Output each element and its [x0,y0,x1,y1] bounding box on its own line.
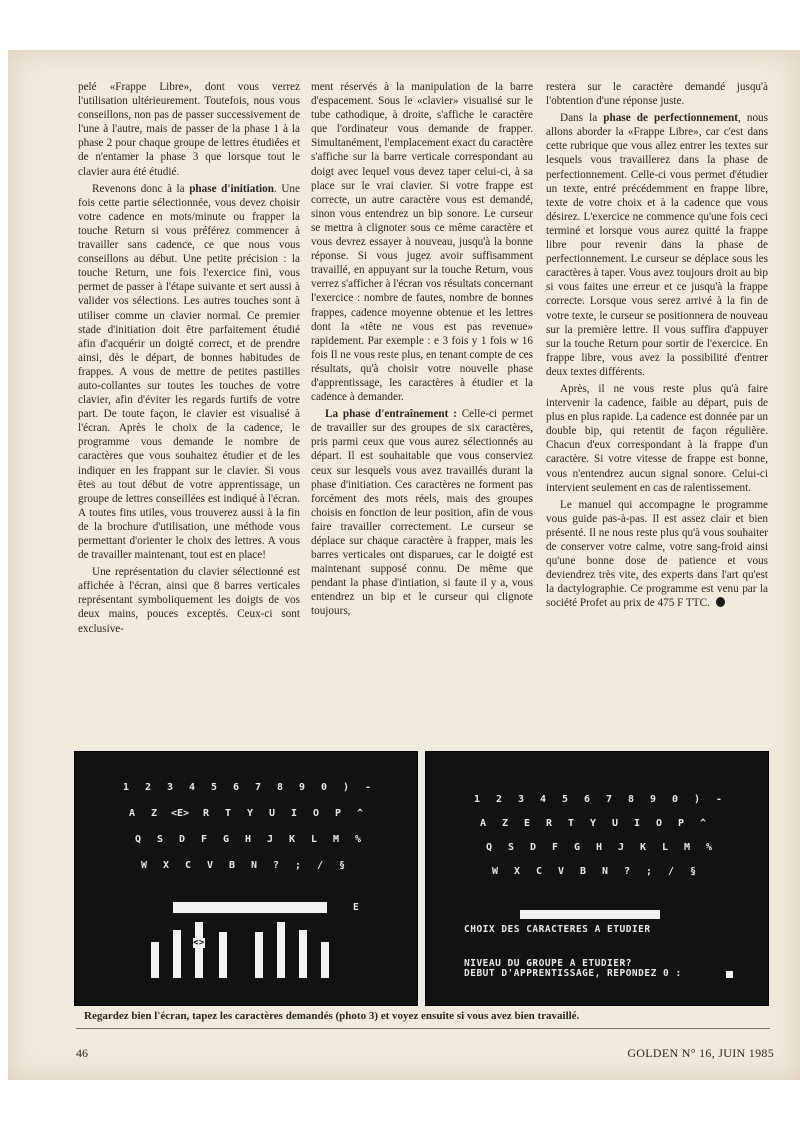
finger-bar [255,932,263,978]
key-label: M [332,834,340,845]
keyboard-row-1 [115,782,417,793]
key-label: G [573,842,581,853]
keyboard-row-1 [466,794,768,805]
key-label: X [513,866,521,877]
paragraph [546,111,768,379]
finger-bar [151,942,159,978]
paragraph: Une représentation du clavier sélectionné est affichée à l'écran, ainsi que 8 barres verticales représentant symboliquement les doigts de vos deux mains, pouces exceptés. Ceux-ci sont exclusive- [78,566,300,635]
keyboard-row-4 [133,860,417,871]
space-bar [520,910,660,919]
key-label: K [288,834,296,845]
key-label: I [290,808,298,819]
key-label: O [655,818,663,829]
key-label: H [595,842,603,853]
finger-bar [195,922,203,978]
bold-term: phase d'initiation [189,182,274,195]
screen-prompt: DEBUT D'APPRENTISSAGE, REPONDEZ 0 : [464,968,682,979]
text-cursor [726,971,733,978]
paragraph [311,407,533,618]
key-label: A [479,818,487,829]
key-label: % [354,834,362,845]
key-label: T [224,808,232,819]
key-label: S [507,842,515,853]
key-label: 1 [122,782,130,793]
key-label: X [162,860,170,871]
bold-term: phase de perfectionnement [603,112,738,125]
key-label: 8 [627,794,635,805]
key-label: ; [294,860,302,871]
key-label: 9 [298,782,306,793]
key-label: R [545,818,553,829]
key-label: ? [623,866,631,877]
key-label: 7 [254,782,262,793]
end-of-article-icon [716,597,725,607]
finger-bar [219,932,227,978]
paragraph: Après, il ne vous reste plus qu'à faire intervenir la cadence, faible au départ, puis de plus en plus rapide. La cadence est donnée par un double bip, qui retentit de façon régulière. Chacun d'eux correspondant à la frappe d'un caractère. Si votre vitesse de frappe est bonne, vous n'entendrez aucun signal sonore. Celui-ci intervient seulement en cas de ralentissement. [546,382,768,494]
finger-marker: <> [193,938,205,948]
text-column-1 [78,80,300,636]
keyboard-row-3 [478,842,768,853]
key-label: <E> [170,808,190,819]
key-label: - [715,794,723,805]
bold-term: La phase d'entraînement : [325,408,457,421]
key-label: Q [485,842,493,853]
key-label: ) [342,782,350,793]
key-label: C [535,866,543,877]
finger-bar [277,922,285,978]
key-label: 9 [649,794,657,805]
key-label: 4 [539,794,547,805]
key-label: 0 [320,782,328,793]
key-label: M [683,842,691,853]
keyboard-row-2 [121,808,417,819]
key-label: 7 [605,794,613,805]
screenshot-character-choice [425,751,769,1006]
text-run: Le manuel qui accompagne le programme vous guide pas-à-pas. Il est assez clair et bien présenté. Il ne nous reste plus qu'à vous souhaiter de conserver votre calme, votre sang-froid ainsi qu'une bonne dose de patience et vous deviendrez très vite, des experts dans l'art qu'est la dactylographie. Ce programme est venu par la société Profet au prix de 475 F TTC. [546,498,768,610]
key-label: U [268,808,276,819]
keyboard-row-3 [127,834,417,845]
text-run: Revenons donc à la [92,182,190,195]
screen-prompt: NIVEAU DU GROUPE A ETUDIER? [464,958,632,969]
key-label: 8 [276,782,284,793]
keyboard-row-4 [484,866,768,877]
issue-line: GOLDEN N° 16, JUIN 1985 [627,1046,774,1060]
key-label: S [156,834,164,845]
paragraph: ment réservés à la manipulation de la barre d'espacement. Sous le «clavier» visualisé sur le tube cathodique, à droite, s'affiche le caractère que l'ordinateur vous demande de frapper. Simultanément, l'emplacement exact du caractère s'affiche sur la barre verticale correspondant au doigt avec lequel vous devez taper celui-ci, à sa place sur le vrai clavier. Si votre frappe est correcte, un autre caractère vous est demandé, sinon vous entendrez un bip sonore. Le curseur se mettra à clignoter sous ce même caractère et vous devrez essayer à nouveau, jusqu'à la bonne réponse. Si vous jugez avoir suffisamment travaillé, en appuyant sur la touche Return, vous verrez s'afficher à l'écran vos résultats concernant l'exercice : nombre de fautes, nombre de bonnes frappes, cadence moyenne obtenue et les lettres dont la «tête ne vous est pas revenue» rapidement. Par exemple : e 3 fois y 1 fois w 16 fois Il ne vous reste plus, en tenant compte de ces résultats, qu'à choisir votre nouvelle phase d'apprentissage, les caractères à étudier et la cadence à demander. [311,81,533,404]
finger-bar [299,930,307,978]
key-label: L [310,834,318,845]
requested-character: E [353,902,360,913]
key-label: Z [150,808,158,819]
screenshot-initiation-phase [74,751,418,1006]
key-label: V [206,860,214,871]
paragraph [78,182,300,563]
key-label: C [184,860,192,871]
key-label: P [334,808,342,819]
key-label: G [222,834,230,845]
key-label: F [200,834,208,845]
key-label: H [244,834,252,845]
photo-caption: Regardez bien l'écran, tapez les caractères demandés (photo 3) et voyez ensuite si vous avez bien travaillé. [84,1010,580,1022]
key-label: Q [134,834,142,845]
key-label: Z [501,818,509,829]
screen-heading: CHOIX DES CARACTERES A ETUDIER [464,924,651,935]
text-run: , nous allons aborder la «Frappe Libre», car c'est dans cette rubrique que vous allez entrer les textes sur lesquels vous travaillerez dans la phase de perfectionnement. Celle-ci vous permet d'étudier un texte, entré précédemment en frappe libre, texte de votre choix et à la cadence que vous désirez. L'exercice ne commence qu'une fois ceci terminé et lorsque vous aurez quitté la frappe libre pour revenir dans la phase de perfectionnement. Le curseur se déplace sous les caractères à taper. Vous avez toujours droit au bip si vous faites une erreur et ce jusqu'à la frappe correcte. Lorsque vous serez arrivé à la fin de votre texte, le curseur se positionnera de nouveau sur la première lettre. Il vous suffira d'appuyer sur la touche Return pour sortir de l'exercice. En frappe libre, vous avez la possibilité d'entrer deux textes différents. [546,112,768,378]
key-label: ) [693,794,701,805]
key-label: ; [645,866,653,877]
space-bar [173,902,327,913]
key-label: J [266,834,274,845]
text-run: . Une fois cette partie sélectionnée, vous devez choisir votre cadence en mots/minute ou frapper la touche Return si vous préférez commencer à travailler sans cadence, ce que nous vous conseillons au début. Une petite précision : la touche Return, une fois l'exercice fini, vous permet de passer à l'étape suivante et sert aussi à valider vos sélections. Les autres touches sont à utiliser comme un clavier normal. Ce premier stade d'initiation doit être parfaitement étudié afin d'acquérir un doigté correct, et de prendre ainsi, dès le départ, de bonnes habitudes de frappes. A vous de mettre de petites pastilles auto-collantes sur toutes les touches de votre clavier, afin d'éviter les regards furtifs de votre part. De toute façon, le clavier est visualisé à l'écran. Après le choix de la cadence, le programme vous demande le nombre de caractères que vous souhaitez étudier et de les indiquer en les frappant sur le clavier. Si vous êtes au tout début de votre apprentissage, un groupe de lettres conseillées est indiqué à l'écran. A toutes fins utiles, vous trouverez aussi à la fin de la brochure d'utilisation, une méthode vous permettant d'orienter le choix des lettres. A vous de travailler maintenant, tout est en place! [78,182,300,562]
key-label: A [128,808,136,819]
key-label: 1 [473,794,481,805]
text-run: Celle-ci permet de travailler sur des groupes de six caractères, pris parmi ceux que vous aurez sélectionnés au départ. Il est souhaitable que vous conserviez ceux sur lesquels vous avez travaillés durant la phase d'initiation. Ces caractères ne forment pas forcément des mots réels, mais des groupes choisis en fonction de leur position, afin de vous faire travailler correctement. Le curseur se déplace sur chaque caractère à frapper, mais les barres verticales ont disparues, car le doigté est maintenant supposé connu. De même que pendant la phase d'intiation, si faute il y a, vous entendrez un bip et le curseur qui clignote toujours, [311,408,533,618]
keyboard-row-2 [472,818,768,829]
key-label: O [312,808,320,819]
key-label: V [557,866,565,877]
key-label: B [579,866,587,877]
key-label: K [639,842,647,853]
finger-bar [321,942,329,978]
key-label: ? [272,860,280,871]
key-label: 0 [671,794,679,805]
key-label: N [250,860,258,871]
key-label: ^ [356,808,364,819]
key-label: R [202,808,210,819]
key-label: T [567,818,575,829]
key-label: E [523,818,531,829]
key-label: § [689,866,697,877]
key-label: / [316,860,324,871]
key-label: 5 [561,794,569,805]
key-label: P [677,818,685,829]
key-label: F [551,842,559,853]
key-label: 5 [210,782,218,793]
key-label: I [633,818,641,829]
key-label: Y [246,808,254,819]
key-label: 4 [188,782,196,793]
key-label: D [529,842,537,853]
key-label: - [364,782,372,793]
key-label: N [601,866,609,877]
key-label: 2 [144,782,152,793]
key-label: W [491,866,499,877]
key-label: § [338,860,346,871]
key-label: 3 [166,782,174,793]
key-label: U [611,818,619,829]
key-label: W [140,860,148,871]
text-column-2 [311,80,533,619]
key-label: J [617,842,625,853]
text-run: Dans la [560,112,604,125]
key-label: Y [589,818,597,829]
key-label: D [178,834,186,845]
key-label: ^ [699,818,707,829]
key-label: 3 [517,794,525,805]
finger-bar [173,930,181,978]
paragraph: pelé «Frappe Libre», dont vous verrez l'utilisation ultérieurement. Toutefois, nous vous conseillons, non pas de passer successivement de l'une à l'autre, mais de passer de la phase 1 à la phase 2 pour chaque groupe de lettres étudiées et de n'entamer la phase 3 que lorsque tout le clavier aura été étudié. [78,81,300,178]
key-label: 6 [232,782,240,793]
key-label: % [705,842,713,853]
footer-rule [76,1028,770,1029]
key-label: B [228,860,236,871]
page-number: 46 [76,1046,88,1060]
key-label: L [661,842,669,853]
key-label: 6 [583,794,591,805]
text-column-3 [546,80,768,610]
paragraph [546,498,768,611]
paragraph: restera sur le caractère demandé jusqu'à l'obtention d'une réponse juste. [546,81,768,108]
key-label: / [667,866,675,877]
key-label: 2 [495,794,503,805]
